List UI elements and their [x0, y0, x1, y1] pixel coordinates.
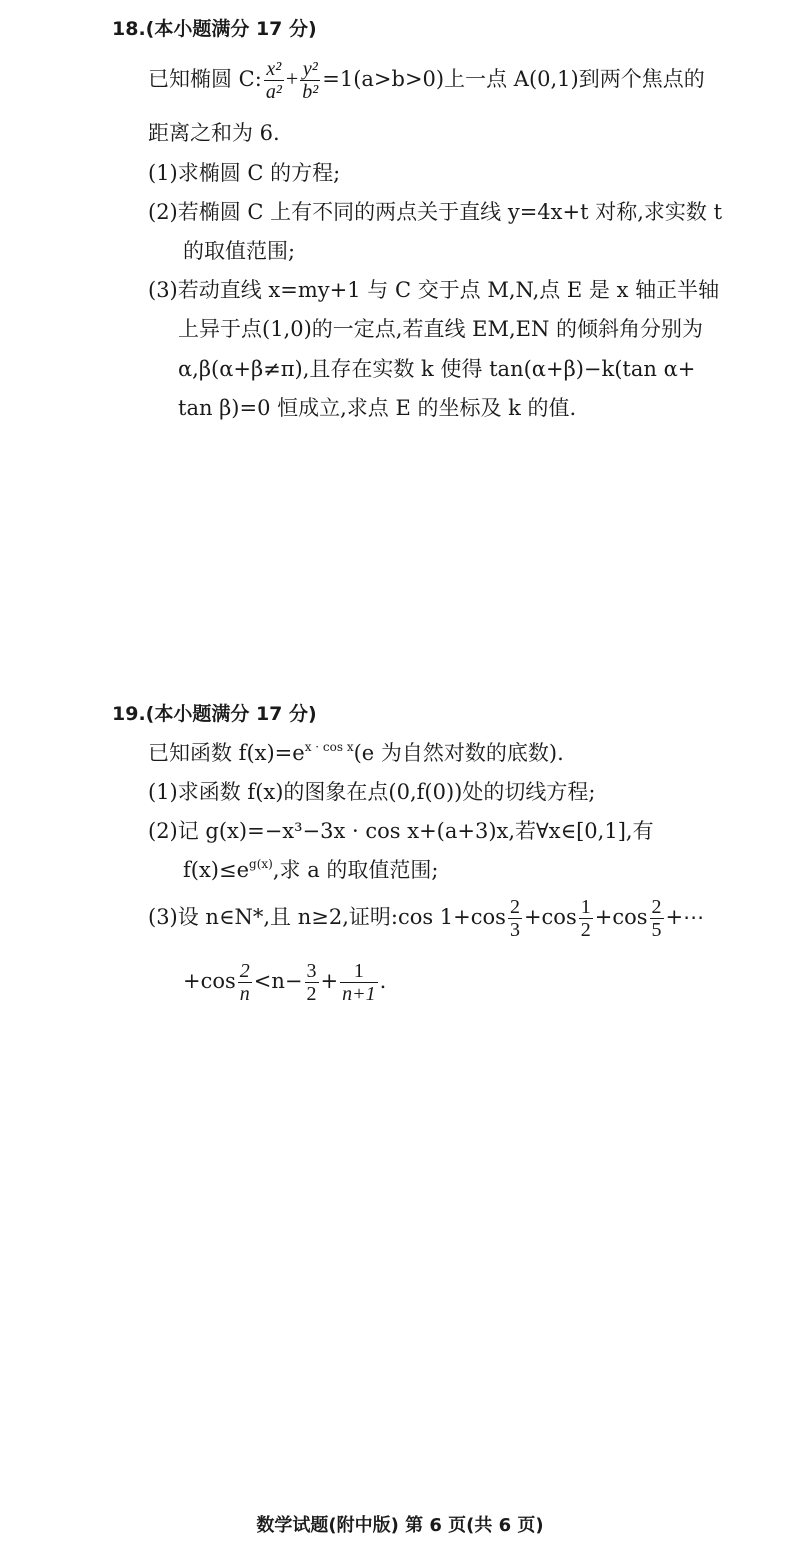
q18-part3-line1: (3)若动直线 x=my+1 与 C 交于点 M,N,点 E 是 x 轴正半轴 [148, 278, 720, 302]
q18-part3-line2: 上异于点(1,0)的一定点,若直线 EM,EN 的倾斜角分别为 [178, 317, 704, 341]
q19-part2-a: f(x)≤e [183, 858, 250, 882]
q19-part2-exponent: g(x) [249, 857, 273, 871]
q18-frac2-num: y² [300, 58, 320, 81]
q19-part3-c: +cos [594, 905, 648, 929]
q18-stem-b: =1(a>b>0)上一点 A(0,1)到两个焦点的 [322, 67, 705, 91]
q18-part1: (1)求椭圆 C 的方程; [148, 161, 341, 185]
q19-frac2-den: 2 [580, 919, 591, 941]
q19-frac-3-2 [305, 960, 319, 1005]
q18-part2-line1: (2)若椭圆 C 上有不同的两点关于直线 y=4x+t 对称,求实数 t [148, 200, 723, 224]
q19-frac5-den: 2 [306, 983, 317, 1005]
q19-part3-g: + [320, 969, 339, 993]
q19-frac6-den: n+1 [342, 983, 376, 1005]
q19-frac-1-2 [579, 896, 593, 941]
q19-part2-line2 [183, 857, 438, 883]
q19-frac4-den: n [239, 983, 250, 1005]
q19-frac5-num: 3 [306, 960, 317, 982]
q18-stem-line2: 距离之和为 6. [148, 121, 280, 145]
q19-stem-a: 已知函数 f(x)=e [148, 741, 305, 765]
q18-frac1-den: a² [265, 81, 282, 103]
q19-frac1-num: 2 [509, 896, 520, 918]
q19-stem [148, 740, 564, 766]
q19-frac4-num: 2 [239, 960, 250, 982]
q19-part3-h: . [379, 969, 387, 993]
q19-part3-f: <n− [253, 969, 303, 993]
q19-part3-line2 [183, 960, 386, 1005]
q19-frac-2-n [238, 960, 252, 1005]
q19-part3-d: +⋯ [665, 905, 705, 929]
q18-part3-line3: α,β(α+β≠π),且存在实数 k 使得 tan(α+β)−k(tan α+ [178, 357, 696, 381]
q19-frac2-num: 1 [580, 896, 591, 918]
q18-header [112, 18, 317, 42]
q19-part3-b: +cos [523, 905, 577, 929]
q19-header-text: 19.(本小题满分 17 分) [112, 703, 317, 725]
q18-part2-line2: 的取值范围; [183, 239, 296, 263]
q18-header-text: 18.(本小题满分 17 分) [112, 18, 317, 40]
q18-frac-y2-b2 [300, 58, 320, 103]
q19-stem-exponent: x · cos x [304, 740, 354, 754]
page-footer: 数学试题(附中版) 第 6 页(共 6 页) [256, 1515, 544, 1536]
q19-frac-2-5 [650, 896, 664, 941]
q19-frac-2-3 [508, 896, 522, 941]
q19-header [112, 703, 317, 727]
q19-part3-e: +cos [183, 969, 236, 993]
q18-stem-a: 已知椭圆 C: [148, 67, 262, 91]
q18-part3-line4: tan β)=0 恒成立,求点 E 的坐标及 k 的值. [178, 396, 577, 420]
q19-part2-line1: (2)记 g(x)=−x³−3x · cos x+(a+3)x,若∀x∈[0,1],有 [148, 819, 654, 843]
q18-stem-line1: 已知椭圆 C: $\frac{\text{x²}}{\text{a²}}$ + $\frac{\text{y²}}{\text{b²}}$ =1(a>b>0)上一点 A(0,1)到两个焦点的 [148, 58, 705, 103]
q19-frac-1-n1 [340, 960, 378, 1005]
q19-frac6-num: 1 [340, 960, 378, 983]
q19-frac1-den: 3 [509, 919, 520, 941]
q19-frac3-num: 2 [651, 896, 662, 918]
q18-frac1-num: x² [264, 58, 284, 81]
q19-part1: (1)求函数 f(x)的图象在点(0,f(0))处的切线方程; [148, 780, 596, 804]
q19-frac3-den: 5 [651, 919, 662, 941]
q19-stem-b: (e 为自然对数的底数). [353, 741, 564, 765]
q19-part3-a: (3)设 n∈N*,且 n≥2,证明:cos 1+cos [148, 905, 506, 929]
q18-frac-x2-a2 [264, 58, 284, 103]
q19-part3-line1 [148, 896, 704, 941]
q19-part2-b: ,求 a 的取值范围; [272, 858, 439, 882]
q18-frac2-den: b² [302, 81, 319, 103]
